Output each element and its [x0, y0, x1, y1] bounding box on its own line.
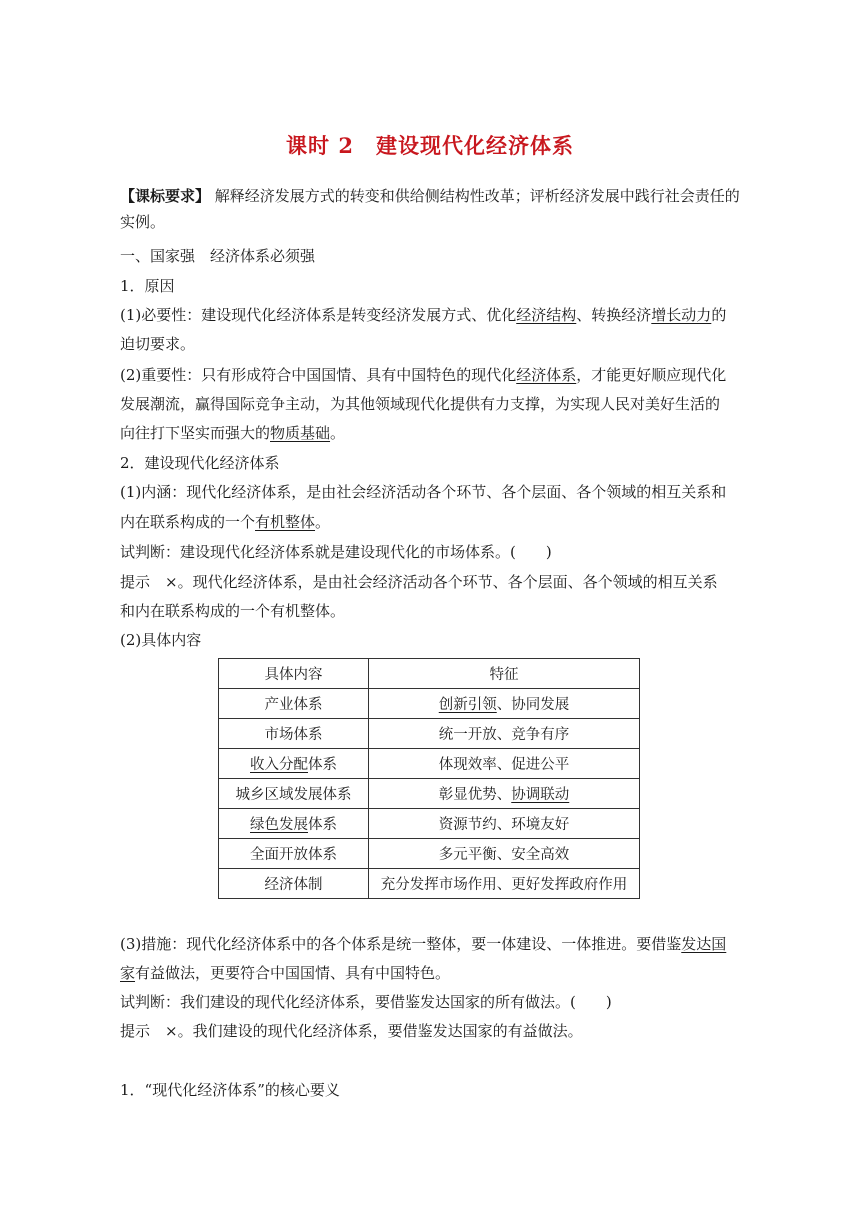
- necessity-paragraph-cont: 迫切要求。: [120, 335, 196, 353]
- measures-paragraph-cont: [120, 963, 740, 983]
- table-row: [219, 689, 640, 719]
- subsection-heading: 1．“现代化经济体系”的核心要义: [120, 1081, 340, 1099]
- table-cell: [219, 749, 369, 779]
- table-cell: [369, 839, 640, 869]
- cell-text: 体系: [308, 757, 337, 773]
- title-lesson: 课时 2: [286, 133, 354, 158]
- table-row: [219, 839, 640, 869]
- connotation-paragraph: (1)内涵：现代化经济体系，是由社会经济活动各个环节、各个层面、各个领域的相互关系和: [120, 483, 727, 501]
- subsection-heading: (2)具体内容: [120, 631, 202, 649]
- underlined-term: 物质基础: [270, 424, 331, 442]
- table-cell: [369, 719, 640, 749]
- cell-text: 经济体制: [264, 877, 323, 893]
- judgement-question: 试判断：建设现代化经济体系就是建设现代化的市场体系。( ): [120, 543, 552, 561]
- subsection-heading: 2．建设现代化经济体系: [120, 454, 280, 472]
- cell-text: 产业体系: [264, 697, 323, 713]
- cell-text: 全面开放体系: [250, 847, 337, 863]
- table-row: [219, 719, 640, 749]
- underlined-term: 经济体系: [516, 366, 577, 384]
- underlined-term: 创新引领: [438, 697, 497, 713]
- judgement-question: 试判断：我们建设的现代化经济体系，要借鉴发达国家的所有做法。( ): [120, 993, 612, 1011]
- underlined-term: 家: [120, 964, 136, 982]
- underlined-term: 绿色发展: [250, 817, 308, 833]
- importance-paragraph-cont: 发展潮流，赢得国际竞争主动，为其他领域现代化提供有力支撑，为实现人民对美好生活的: [120, 395, 721, 413]
- underlined-term: 发达国: [681, 935, 727, 953]
- text-run: 、转换经济: [576, 306, 652, 324]
- cell-text: 多元平衡、安全高效: [438, 847, 570, 863]
- underlined-term: 收入分配: [250, 757, 308, 773]
- table-cell: [219, 809, 369, 839]
- requirement-label: 【课标要求】: [120, 187, 211, 205]
- table-cell: [219, 839, 369, 869]
- text-run: (2)重要性：只有形成符合中国国情、具有中国特色的现代化: [120, 366, 517, 384]
- table-cell: [219, 869, 369, 899]
- text-run: 。: [330, 424, 346, 442]
- text-run: ，才能更好顺应现代化: [576, 366, 727, 384]
- underlined-term: 经济结构: [516, 306, 577, 324]
- hint-answer: 提示 ×。我们建设的现代化经济体系，要借鉴发达国家的有益做法。: [120, 1022, 583, 1040]
- text-run: 有益做法，更要符合中国国情、具有中国特色。: [135, 964, 451, 982]
- table-cell: [369, 779, 640, 809]
- requirement-text: 解释经济发展方式的转变和供给侧结构性改革；评析经济发展中践行社会责任的: [214, 187, 740, 205]
- table-cell: [219, 719, 369, 749]
- cell-text: 统一开放、竞争有序: [438, 727, 570, 743]
- section-heading: 一、国家强 经济体系必须强: [120, 247, 316, 265]
- table-header: 具体内容: [219, 659, 369, 689]
- table-cell: [369, 749, 640, 779]
- table-cell: [219, 779, 369, 809]
- text-run: (1)必要性：建设现代化经济体系是转变经济发展方式、优化: [120, 306, 517, 324]
- table-cell: [219, 689, 369, 719]
- cell-text: 市场体系: [264, 727, 323, 743]
- cell-text: 资源节约、环境友好: [438, 817, 570, 833]
- table-cell: [369, 689, 640, 719]
- table-row: [219, 779, 640, 809]
- table-header: 特征: [369, 659, 640, 689]
- underlined-term: 有机整体: [255, 513, 316, 531]
- content-table: [218, 658, 640, 899]
- table-row: [219, 749, 640, 779]
- importance-paragraph: [120, 365, 740, 385]
- hint-answer-cont: 和内在联系构成的一个有机整体。: [120, 602, 346, 620]
- table-row: [219, 869, 640, 899]
- necessity-paragraph: [120, 305, 740, 325]
- table-header-row: [219, 659, 640, 689]
- title-topic: 建设现代化经济体系: [375, 133, 574, 158]
- page-title: [0, 130, 860, 160]
- cell-text: 彰显优势、: [438, 787, 512, 803]
- text-run: 。: [315, 513, 331, 531]
- cell-text: 充分发挥市场作用、更好发挥政府作用: [380, 877, 628, 893]
- cell-text: 、协同发展: [496, 697, 570, 713]
- measures-paragraph: [120, 934, 740, 954]
- importance-paragraph-end: [120, 423, 740, 443]
- cell-text: 城乡区域发展体系: [235, 787, 352, 803]
- text-run: 向往打下坚实而强大的: [120, 424, 271, 442]
- text-run: 的: [711, 306, 727, 324]
- cell-text: 体现效率、促进公平: [438, 757, 570, 773]
- table-cell: [369, 869, 640, 899]
- connotation-paragraph-cont: [120, 512, 740, 532]
- hint-answer: 提示 ×。现代化经济体系，是由社会经济活动各个环节、各个层面、各个领域的相互关系: [120, 573, 718, 591]
- cell-text: 体系: [308, 817, 337, 833]
- subsection-heading: 1．原因: [120, 277, 175, 295]
- curriculum-requirement: [120, 186, 740, 206]
- requirement-text-cont: 实例。: [120, 213, 166, 231]
- underlined-term: 协调联动: [511, 787, 570, 803]
- text-run: 内在联系构成的一个: [120, 513, 256, 531]
- text-run: (3)措施：现代化经济体系中的各个体系是统一整体，要一体建设、一体推进。要借鉴: [120, 935, 682, 953]
- underlined-term: 增长动力: [651, 306, 712, 324]
- table-cell: [369, 809, 640, 839]
- table-row: [219, 809, 640, 839]
